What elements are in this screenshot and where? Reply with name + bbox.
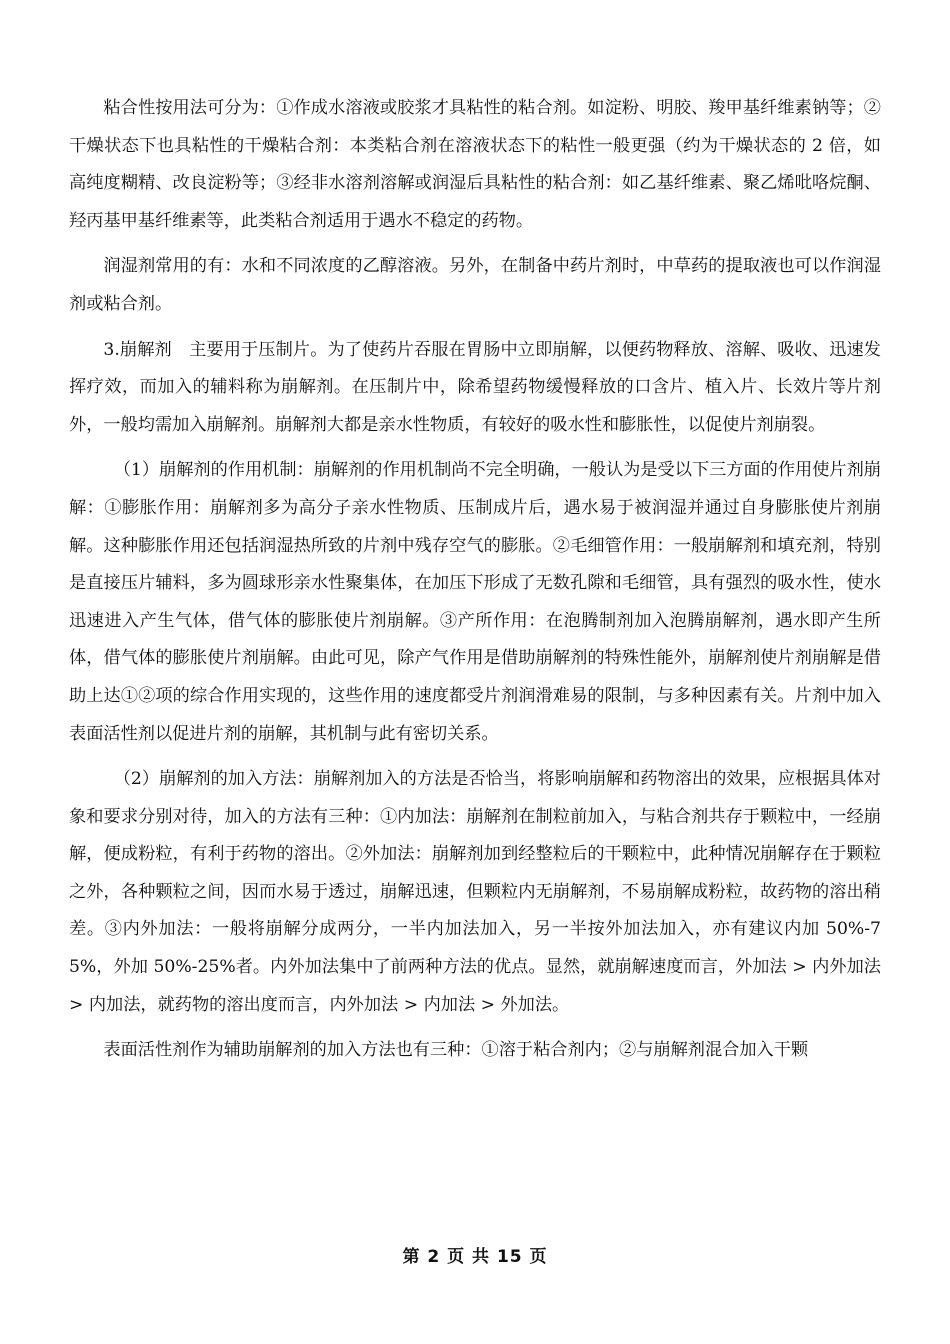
paragraph-disintegration-mechanism: （1）崩解剂的作用机制：崩解剂的作用机制尚不完全明确，一般认为是受以下三方面的作用使片剂崩解：①膨胀作用：崩解剂多为高分子亲水性物质、压制成片后，遇水易于被润湿并通过自身膨胀使片剂崩解。这种膨胀作用还包括润湿热所致的片剂中残存空气的膨胀。②毛细管作用：一般崩解剂和填充剂，特别是直接压片辅料，多为圆球形亲水性聚集体，在加压下形成了无数孔隙和毛细管，具有强烈的吸水性，使水迅速进入产生气体，借气体的膨胀使片剂崩解。③产所作用：在泡腾制剂加入泡腾崩解剂，遇水即产生所体，借气体的膨胀使片剂崩解。由此可见，除产气作用是借助崩解剂的特殊性能外，崩解剂使片剂崩解是借助上达①②项的综合作用实现的，这些作用的速度都受片剂润滑难易的限制，与多种因素有关。片剂中加入表面活性剂以促进片剂的崩解，其机制与此有密切关系。 <box>69 460 881 744</box>
paragraph-wetting-agents: 润湿剂常用的有：水和不同浓度的乙醇溶液。另外，在制备中药片剂时，中草药的提取液也可以作润湿剂或粘合剂。 <box>69 256 881 314</box>
paragraph-surfactant-methods: 表面活性剂作为辅助崩解剂的加入方法也有三种：①溶于粘合剂内；②与崩解剂混合加入干颗 <box>103 1040 809 1061</box>
page-footer: 第 2 页 共 15 页 <box>402 1247 548 1267</box>
paragraph-binder-usage: 粘合性按用法可分为：①作成水溶液或胶浆才具粘性的粘合剂。如淀粉、明胶、羧甲基纤维素钠等；②干燥状态下也具粘性的干燥粘合剂：本类粘合剂在溶液状态下的粘性一般更强（约为干燥状态的 2 倍，如高纯度糊精、改良淀粉等；③经非水溶剂溶解或润湿后具粘性的粘合剂：如乙基纤维素、聚乙烯吡咯烷酮、羟丙基甲基纤维素等，此类粘合剂适用于遇水不稳定的药物。 <box>69 98 881 231</box>
paragraph-addition-methods: （2）崩解剂的加入方法：崩解剂加入的方法是否恰当，将影响崩解和药物溶出的效果，应根据具体对象和要求分别对待，加入的方法有三种：①内加法：崩解剂在制粒前加入，与粘合剂共存于颗粒中，一经崩解，便成粉粒，有利于药物的溶出。②外加法：崩解剂加到经整粒后的干颗粒中，此种情况崩解存在于颗粒之外，各种颗粒之间，因而水易于透过，崩解迅速，但颗粒内无崩解剂，不易崩解成粉粒，故药物的溶出稍差。③内外加法：一般将崩解分成两分，一半内加法加入，另一半按外加法加入，亦有建议内加 50%-75%，外加 50%-25%者。内外加法集中了前两种方法的优点。显然，就崩解速度而言，外加法 > 内外加法 > 内加法，就药物的溶出度而言，内外加法 > 内加法 > 外加法。 <box>69 769 881 1015</box>
document-body <box>69 90 881 1078</box>
paragraph-disintegrants: 3.崩解剂 主要用于压制片。为了使药片吞服在胃肠中立即崩解，以便药物释放、溶解、吸收、迅速发挥疗效，而加入的辅料称为崩解剂。在压制片中，除希望药物缓慢释放的口含片、植入片、长效片等片剂外，一般均需加入崩解剂。崩解剂大都是亲水性物质，有较好的吸水性和膨胀性，以促使片剂崩裂。 <box>69 339 881 435</box>
